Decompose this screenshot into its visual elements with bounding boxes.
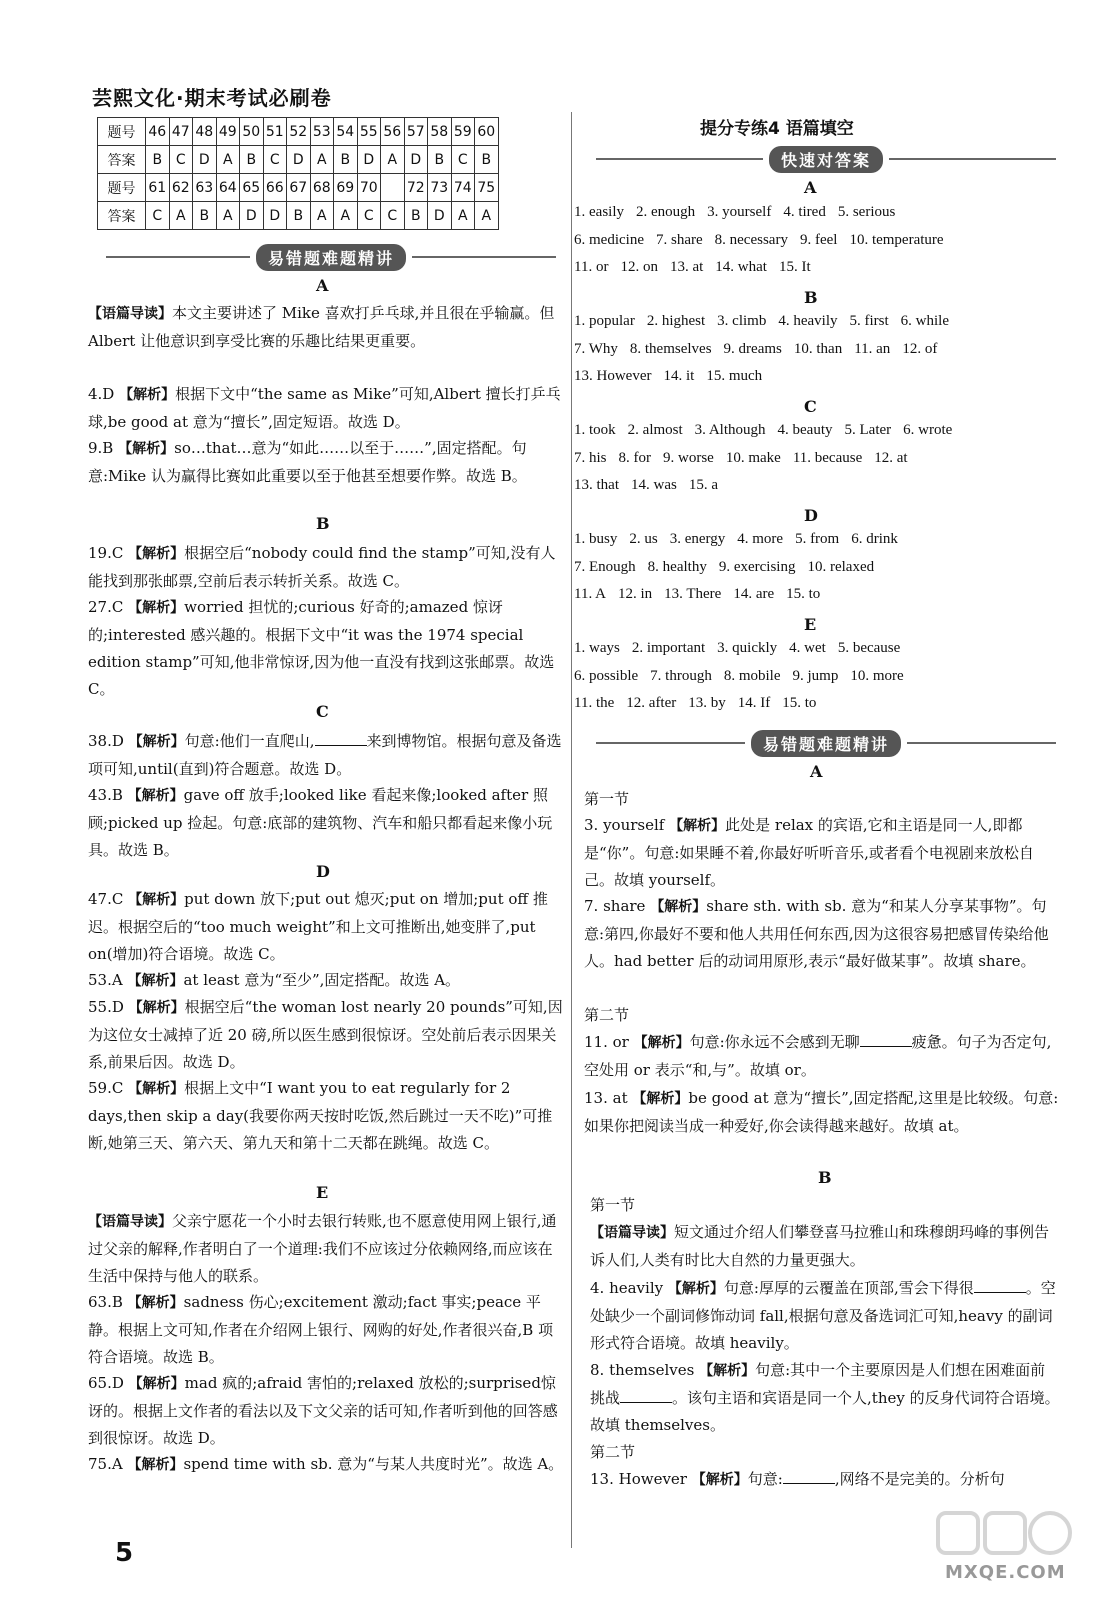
answer-row bbox=[574, 559, 886, 576]
answer-item: 3. climb bbox=[717, 313, 767, 329]
answer-item: 3. quickly bbox=[717, 640, 778, 656]
answer-item: 9. exercising bbox=[718, 558, 796, 575]
answer-item: 14. it bbox=[663, 368, 695, 384]
answer-item: 3. energy bbox=[669, 531, 726, 547]
answer-item: 10. temperature bbox=[849, 231, 944, 248]
answer-item: 8. for bbox=[618, 449, 652, 466]
section-heading: B bbox=[804, 288, 818, 307]
explanation-item: 59.C 【解析】根据上文中“I want you to eat regularly for 2 days,then skip a day(我要你两天按时吃饭,然后跳过一天不吃)”可推断,她第三天、第六天、第九天和第十二天都在跳绳。故选 C。 bbox=[88, 1079, 553, 1152]
answer-item: 11. an bbox=[854, 340, 891, 357]
answer-item: 12. in bbox=[617, 586, 653, 602]
explanation-item: 27.C 【解析】worried 担忧的;curious 好奇的;amazed 惊讶的;interested 感兴趣的。根据下文中“it was the 1974 special edition stamp”可知,他非常惊讶,因为他一直没有找到这张邮票。故选 C。 bbox=[88, 598, 555, 698]
answer-item: 9. worse bbox=[663, 449, 714, 466]
answer-item: 15. It bbox=[778, 259, 811, 275]
page-number: 5 bbox=[115, 1538, 134, 1568]
answer-item: 11. because bbox=[792, 449, 863, 466]
answer-item: 6. possible bbox=[574, 667, 639, 684]
answer-item: 11. A bbox=[574, 586, 606, 602]
answer-item: 4. heavily bbox=[778, 313, 838, 329]
answer-item: 7. his bbox=[574, 449, 607, 466]
answer-row bbox=[574, 640, 912, 657]
answer-item: 15. much bbox=[706, 368, 763, 384]
explanation-item: 8. themselves 【解析】句意:其中一个主要原因是人们想在困难面前挑战 。该句主语和宾语是同一个人,they 的反身代词符合语境。故填 themselves。 bbox=[590, 1361, 1060, 1434]
answer-item: 7. Why bbox=[574, 340, 618, 357]
blank-line bbox=[315, 732, 367, 746]
column-divider bbox=[571, 112, 572, 1548]
answer-item: 2. almost bbox=[627, 422, 683, 438]
answer-item: 6. wrote bbox=[903, 422, 953, 438]
answer-item: 2. highest bbox=[646, 313, 706, 329]
explanation-item: 63.B 【解析】sadness 伤心;excitement 激动;fact 事实;peace 平静。根据上文可知,作者在介绍网上银行、网购的好处,作者很兴奋,B 项符合语境。故选 B。 bbox=[88, 1293, 554, 1366]
answer-item: 13. at bbox=[669, 259, 704, 275]
answer-row bbox=[574, 232, 956, 249]
answer-item: 3. yourself bbox=[707, 204, 772, 220]
section-heading: E bbox=[316, 1183, 329, 1202]
answer-table bbox=[97, 117, 499, 230]
answer-item: 6. drink bbox=[851, 531, 898, 547]
answer-item: 9. feel bbox=[799, 231, 838, 248]
section-heading: D bbox=[804, 506, 818, 525]
explanation-item: 38.D 【解析】句意:他们一直爬山, 来到博物馆。根据句意及备选项可知,until(直到)符合题意。故选 D。 bbox=[88, 732, 562, 778]
answer-item: 9. jump bbox=[792, 667, 839, 684]
watermark-text: MXQE.COM bbox=[945, 1562, 1066, 1583]
answer-item: 1. ways bbox=[574, 640, 620, 656]
answer-row bbox=[574, 422, 964, 439]
section-heading: A bbox=[804, 178, 817, 197]
subsection-label: 第一节 bbox=[584, 790, 630, 808]
answer-item: 4. tired bbox=[783, 204, 826, 220]
answer-item: 5. serious bbox=[837, 204, 896, 220]
answer-item: 13. that bbox=[574, 477, 619, 493]
section-banner: 易错题难题精讲 bbox=[596, 730, 1056, 756]
answer-item: 5. from bbox=[795, 531, 840, 547]
answer-item: 4. wet bbox=[789, 640, 826, 656]
answer-item: 14. are bbox=[733, 586, 775, 602]
answer-row bbox=[574, 668, 916, 685]
table-row: 题号 46 47 48 49 50 51 52 53 54 55 56 57 58 59 60 bbox=[98, 118, 499, 146]
explanation-item: 75.A 【解析】spend time with sb. 意为“与某人共度时光”。故选 A。 bbox=[88, 1455, 564, 1473]
explanation-item: 4. heavily 【解析】句意:厚厚的云覆盖在顶部,雪会下得很 。空处缺少一个副词修饰动词 fall,根据句意及备选词汇可知,heavy 的副词形式符合语境。故填 heavily。 bbox=[590, 1279, 1056, 1352]
answer-item: 5. Later bbox=[844, 422, 892, 438]
blank-line bbox=[860, 1033, 912, 1047]
answer-item: 12. after bbox=[626, 695, 677, 711]
answer-item: 2. important bbox=[631, 640, 706, 656]
answer-item: 5. first bbox=[849, 313, 889, 329]
table-row: 答案 B C D A B C D A B D A D B C B bbox=[98, 146, 499, 174]
section-heading: D bbox=[316, 862, 330, 881]
answer-item: 13. There bbox=[664, 586, 722, 602]
answer-item: 4. beauty bbox=[777, 422, 833, 438]
answer-row bbox=[574, 450, 920, 467]
answer-item: 11. or bbox=[574, 259, 609, 275]
answer-row bbox=[574, 531, 910, 548]
answer-row bbox=[574, 586, 832, 603]
explanation-item: 55.D 【解析】根据空后“the woman lost nearly 20 pounds”可知,因为这位女士减掉了近 20 磅,所以医生感到很惊讶。空处前后表示因果关系,前果后因。故选 D。 bbox=[88, 998, 563, 1071]
answer-row bbox=[574, 259, 823, 276]
section-heading: B bbox=[818, 1168, 832, 1187]
table-row: 答案 C A B A D D B A A C C B D A A bbox=[98, 202, 499, 230]
answer-item: 7. share bbox=[655, 231, 703, 248]
answer-item: 5. because bbox=[837, 640, 901, 656]
answer-item: 10. than bbox=[793, 340, 843, 357]
explanation-item: 9.B 【解析】so…that…意为“如此……以至于……”,固定搭配。句意:Mike 认为赢得比赛如此重要以至于他甚至想要作弊。故选 B。 bbox=[88, 439, 527, 485]
answer-item: 12. of bbox=[902, 340, 938, 357]
answer-row bbox=[574, 695, 828, 712]
answer-item: 14. If bbox=[737, 695, 771, 711]
answer-item: 10. relaxed bbox=[807, 558, 875, 575]
answer-item: 1. busy bbox=[574, 531, 618, 547]
explanation-item: 47.C 【解析】put down 放下;put out 熄灭;put on 增加;put off 推迟。根据空后的“too much weight”和上文可推断出,她变胖了,put on(增加)符合语境。故选 C。 bbox=[88, 890, 548, 963]
answer-row bbox=[574, 368, 774, 385]
answer-item: 8. themselves bbox=[629, 340, 712, 357]
answer-item: 1. easily bbox=[574, 204, 624, 220]
book-header: 芸熙文化·期末考试必刷卷 bbox=[92, 86, 332, 110]
reading-guide: 【语篇导读】短文通过介绍人们攀登喜马拉雅山和珠穆朗玛峰的事例告诉人们,人类有时比大自然的力量更强大。 bbox=[590, 1223, 1050, 1269]
answer-item: 15. to bbox=[782, 695, 817, 711]
explanation-item: 13. However 【解析】句意: ,网络不是完美的。分析句 bbox=[590, 1470, 1005, 1488]
answer-item: 2. us bbox=[629, 531, 658, 547]
explanation-item: 65.D 【解析】mad 疯的;afraid 害怕的;relaxed 放松的;surprised惊讶的。根据上文作者的看法以及下文父亲的话可知,作者听到他的回答感到很惊讶。故选 D。 bbox=[88, 1374, 558, 1447]
explanation-item: 4.D 【解析】根据下文中“the same as Mike”可知,Albert 擅长打乒乓球,be good at 意为“擅长”,固定短语。故选 D。 bbox=[88, 385, 561, 431]
blank-line bbox=[783, 1470, 835, 1484]
answer-item: 10. more bbox=[850, 667, 904, 684]
answer-item: 6. while bbox=[900, 313, 949, 329]
explanation-item: 7. share 【解析】share sth. with sb. 意为“和某人分享某事物”。句意:第四,你最好不要和他人共用任何东西,因为这很容易把感冒传染给他人。had better 后的动词用原形,表示“最好做某事”。故填 share。 bbox=[584, 897, 1049, 970]
blank-line bbox=[620, 1389, 672, 1403]
section-title: 提分专练4 语篇填空 bbox=[700, 119, 854, 139]
answer-item: 8. healthy bbox=[647, 558, 707, 575]
answer-item: 15. to bbox=[786, 586, 821, 602]
explanation-item: 53.A 【解析】at least 意为“至少”,固定搭配。故选 A。 bbox=[88, 971, 461, 989]
section-heading: E bbox=[804, 615, 817, 634]
answer-row bbox=[574, 341, 949, 358]
section-heading: B bbox=[316, 514, 330, 533]
answer-item: 13. However bbox=[574, 368, 652, 384]
explanation-item: 3. yourself 【解析】此处是 relax 的宾语,它和主语是同一人,即都是“你”。句意:如果睡不着,你最好听听音乐,或者看个电视剧来放松自己。故填 yourself。 bbox=[584, 816, 1034, 889]
answer-item: 8. necessary bbox=[714, 231, 788, 248]
reading-guide: 【语篇导读】父亲宁愿花一个小时去银行转账,也不愿意使用网上银行,通过父亲的解释,作者明白了一个道理:我们不应该过分依赖网络,而应该在生活中保持与他人的联系。 bbox=[88, 1212, 557, 1285]
answer-item: 2. enough bbox=[636, 204, 696, 220]
section-heading: A bbox=[810, 762, 823, 781]
answer-item: 3. Although bbox=[694, 422, 766, 438]
answer-item: 1. popular bbox=[574, 313, 635, 329]
explanation-item: 19.C 【解析】根据空后“nobody could find the stamp”可知,没有人能找到那张邮票,空前后表示转折关系。故选 C。 bbox=[88, 544, 556, 590]
answer-row bbox=[574, 204, 907, 221]
section-heading: C bbox=[804, 397, 817, 416]
explanation-item: 13. at 【解析】be good at 意为“擅长”,固定搭配,这里是比较级。句意:如果你把阅读当成一种爱好,你会读得越来越好。故填 at。 bbox=[584, 1089, 1059, 1135]
explanation-item: 11. or 【解析】句意:你永远不会感到无聊 疲惫。句子为否定句,空处用 or 表示“和,与”。故填 or。 bbox=[584, 1033, 1052, 1079]
subsection-label: 第二节 bbox=[590, 1443, 636, 1461]
section-heading: A bbox=[316, 276, 329, 295]
subsection-label: 第二节 bbox=[584, 1006, 630, 1024]
answer-item: 14. was bbox=[631, 477, 677, 493]
answer-item: 9. dreams bbox=[723, 340, 782, 357]
blank-line bbox=[974, 1279, 1026, 1293]
reading-guide: 【语篇导读】本文主要讲述了 Mike 喜欢打乒乓球,并且很在乎输赢。但 Albert 让他意识到享受比赛的乐趣比结果更重要。 bbox=[88, 304, 555, 350]
answer-row bbox=[574, 313, 961, 330]
answer-item: 10. make bbox=[725, 449, 781, 466]
answer-item: 11. the bbox=[574, 695, 615, 711]
answer-item: 8. mobile bbox=[723, 667, 781, 684]
answer-item: 12. on bbox=[620, 259, 658, 275]
answer-item: 7. through bbox=[650, 667, 712, 684]
answer-item: 14. what bbox=[715, 259, 767, 275]
answer-row bbox=[574, 477, 730, 494]
answer-item: 6. medicine bbox=[574, 231, 644, 248]
answer-item: 12. at bbox=[874, 449, 908, 466]
answer-item: 1. took bbox=[574, 422, 616, 438]
answer-item: 13. by bbox=[688, 695, 726, 711]
section-banner: 快速对答案 bbox=[596, 146, 1056, 172]
section-banner: 易错题难题精讲 bbox=[106, 244, 556, 270]
table-row: 题号 61 62 63 64 65 66 67 68 69 70 72 73 74 75 bbox=[98, 174, 499, 202]
answer-item: 15. a bbox=[688, 477, 718, 493]
explanation-item: 43.B 【解析】gave off 放手;looked like 看起来像;looked after 照顾;picked up 捡起。句意:底部的建筑物、汽车和船只都看起来像小玩具。故选 B。 bbox=[88, 786, 553, 859]
answer-item: 4. more bbox=[737, 531, 784, 547]
subsection-label: 第一节 bbox=[590, 1196, 636, 1214]
section-heading: C bbox=[316, 702, 329, 721]
answer-item: 7. Enough bbox=[574, 558, 636, 575]
